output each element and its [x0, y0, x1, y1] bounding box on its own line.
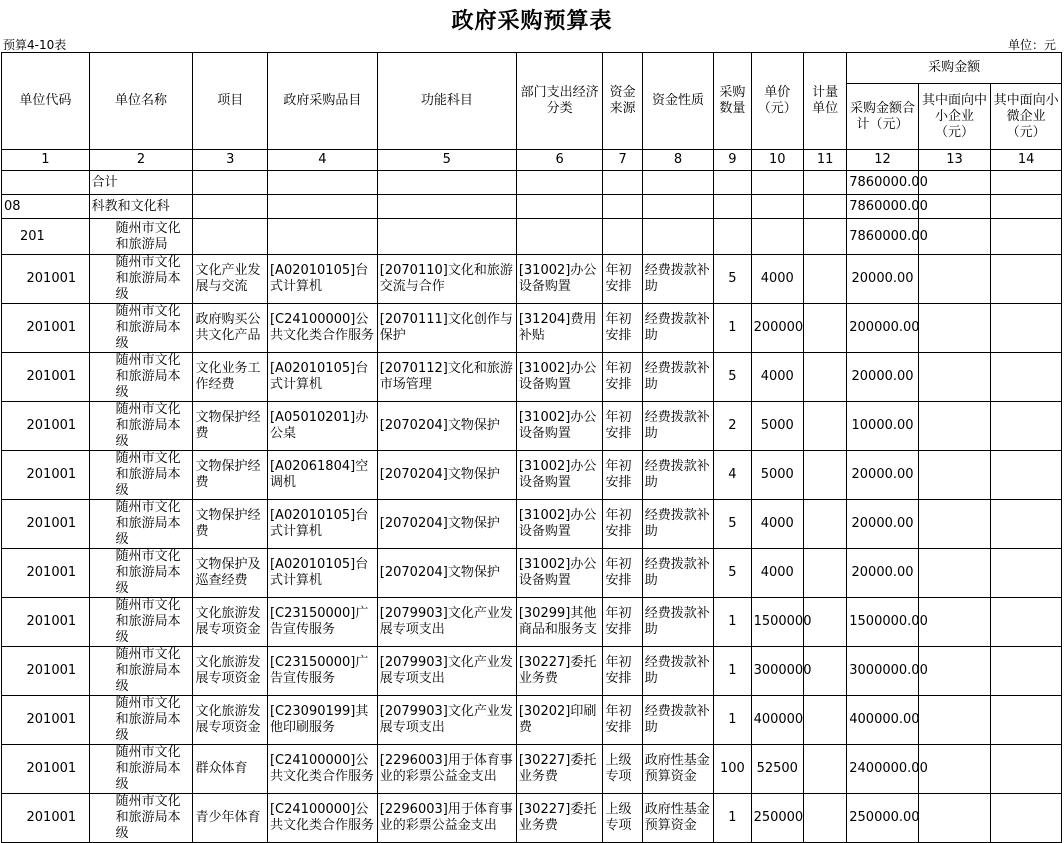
- econ-cell: [31204]费用补贴: [516, 304, 603, 353]
- sme-cell: [918, 696, 991, 745]
- col-header-micro: 其中面向小微企业（元）: [991, 84, 1062, 150]
- empty-cell: [267, 195, 377, 219]
- unit-code-cell: 201001: [2, 647, 90, 696]
- function-cell: [2070112]文化和旅游市场管理: [377, 353, 516, 402]
- micro-cell: [991, 219, 1062, 255]
- summary-row: [2, 219, 1062, 255]
- table-row: [2, 794, 1062, 843]
- sme-cell: [918, 402, 991, 451]
- item-cell: [C24100000]公共文化类合作服务: [267, 794, 377, 843]
- column-number: 14: [991, 150, 1062, 171]
- measure-unit-cell: [803, 500, 846, 549]
- table-row: [2, 696, 1062, 745]
- empty-cell: [751, 219, 803, 255]
- sme-cell: [918, 794, 991, 843]
- source-cell: 年初安排: [603, 500, 642, 549]
- econ-cell: [31002]办公设备购置: [516, 451, 603, 500]
- econ-cell: [30227]委托业务费: [516, 794, 603, 843]
- empty-cell: [516, 171, 603, 195]
- qty-cell: 1: [714, 794, 751, 843]
- price-cell: 400000: [751, 696, 803, 745]
- unit-label: 单位：元: [1007, 38, 1056, 52]
- unit-code-cell: 201001: [2, 402, 90, 451]
- nature-cell: 经费拨款补助: [642, 647, 714, 696]
- unit-code-cell: 201001: [2, 549, 90, 598]
- empty-cell: [714, 195, 751, 219]
- project-cell: 政府购买公共文化产品: [193, 304, 268, 353]
- unit-name-cell: 随州市文化和旅游局本级: [89, 402, 193, 451]
- nature-cell: 经费拨款补助: [642, 304, 714, 353]
- unit-name-cell: 随州市文化和旅游局本级: [89, 353, 193, 402]
- column-number: 4: [267, 150, 377, 171]
- nature-cell: 经费拨款补助: [642, 696, 714, 745]
- item-cell: [A02010105]台式计算机: [267, 353, 377, 402]
- col-header-function: 功能科目: [377, 53, 516, 150]
- project-cell: 文物保护经费: [193, 500, 268, 549]
- col-header-amount-group: 采购金额: [847, 53, 1062, 84]
- qty-cell: 5: [714, 500, 751, 549]
- amount-total-cell: 7860000.00: [847, 195, 919, 219]
- empty-cell: [603, 219, 642, 255]
- project-cell: 文化产业发展与交流: [193, 255, 268, 304]
- micro-cell: [991, 598, 1062, 647]
- measure-unit-cell: [803, 255, 846, 304]
- amount-total-cell: 3000000.00: [847, 647, 919, 696]
- price-cell: 4000: [751, 255, 803, 304]
- unit-code-cell: 08: [2, 195, 90, 219]
- unit-name-cell: 随州市文化和旅游局本级: [89, 549, 193, 598]
- unit-name-cell: 随州市文化和旅游局本级: [89, 255, 193, 304]
- nature-cell: 经费拨款补助: [642, 353, 714, 402]
- unit-name-cell: 科教和文化科: [89, 195, 193, 219]
- function-cell: [2070110]文化和旅游交流与合作: [377, 255, 516, 304]
- table-number: 预算4-10表: [3, 38, 67, 52]
- price-cell: 4000: [751, 549, 803, 598]
- empty-cell: [193, 171, 268, 195]
- function-cell: [2296003]用于体育事业的彩票公益金支出: [377, 794, 516, 843]
- project-cell: 群众体育: [193, 745, 268, 794]
- price-cell: 5000: [751, 402, 803, 451]
- qty-cell: 1: [714, 647, 751, 696]
- amount-total-cell: 2400000.00: [847, 745, 919, 794]
- column-number: 6: [516, 150, 603, 171]
- unit-code-cell: 201001: [2, 696, 90, 745]
- sme-cell: [918, 219, 991, 255]
- item-cell: [A05010201]办公桌: [267, 402, 377, 451]
- function-cell: [2079903]文化产业发展专项支出: [377, 598, 516, 647]
- measure-unit-cell: [803, 549, 846, 598]
- page-title: 政府采购预算表: [451, 9, 613, 34]
- amount-total-cell: 20000.00: [847, 549, 919, 598]
- empty-cell: [803, 195, 846, 219]
- source-cell: 上级专项: [603, 745, 642, 794]
- sme-cell: [918, 549, 991, 598]
- unit-code-cell: 201001: [2, 353, 90, 402]
- project-cell: 文化业务工作经费: [193, 353, 268, 402]
- source-cell: 年初安排: [603, 255, 642, 304]
- sme-cell: [918, 255, 991, 304]
- econ-cell: [31002]办公设备购置: [516, 549, 603, 598]
- empty-cell: [751, 171, 803, 195]
- econ-cell: [31002]办公设备购置: [516, 255, 603, 304]
- item-cell: [C23150000]广告宣传服务: [267, 598, 377, 647]
- column-number: 2: [89, 150, 193, 171]
- qty-cell: 5: [714, 255, 751, 304]
- summary-row: [2, 171, 1062, 195]
- source-cell: 年初安排: [603, 647, 642, 696]
- project-cell: 文物保护经费: [193, 402, 268, 451]
- empty-cell: [377, 195, 516, 219]
- unit-name-cell: 随州市文化和旅游局本级: [89, 451, 193, 500]
- table-row: [2, 255, 1062, 304]
- budget-table: [1, 52, 1062, 843]
- measure-unit-cell: [803, 402, 846, 451]
- source-cell: 年初安排: [603, 353, 642, 402]
- amount-total-cell: 20000.00: [847, 451, 919, 500]
- amount-total-cell: 7860000.00: [847, 171, 919, 195]
- econ-cell: [31002]办公设备购置: [516, 353, 603, 402]
- micro-cell: [991, 402, 1062, 451]
- table-row: [2, 304, 1062, 353]
- col-header-amount-total: 采购金额合计（元）: [847, 84, 919, 150]
- col-header-econ: 部门支出经济分类: [516, 53, 603, 150]
- nature-cell: 经费拨款补助: [642, 402, 714, 451]
- micro-cell: [991, 745, 1062, 794]
- unit-code-cell: 201001: [2, 255, 90, 304]
- nature-cell: 经费拨款补助: [642, 500, 714, 549]
- unit-code-cell: 201001: [2, 451, 90, 500]
- column-number: 5: [377, 150, 516, 171]
- column-number-row: [2, 150, 1062, 171]
- empty-cell: [193, 219, 268, 255]
- item-cell: [A02010105]台式计算机: [267, 549, 377, 598]
- table-row: [2, 402, 1062, 451]
- econ-cell: [31002]办公设备购置: [516, 500, 603, 549]
- project-cell: 文化旅游发展专项资金: [193, 598, 268, 647]
- nature-cell: 政府性基金预算资金: [642, 745, 714, 794]
- unit-name-cell: 随州市文化和旅游局本级: [89, 794, 193, 843]
- micro-cell: [991, 647, 1062, 696]
- unit-code-cell: 201: [2, 219, 90, 255]
- item-cell: [C24100000]公共文化类合作服务: [267, 304, 377, 353]
- project-cell: 文物保护及巡查经费: [193, 549, 268, 598]
- column-number: 3: [193, 150, 268, 171]
- item-cell: [C24100000]公共文化类合作服务: [267, 745, 377, 794]
- micro-cell: [991, 171, 1062, 195]
- price-cell: 3000000: [751, 647, 803, 696]
- column-number: 1: [2, 150, 90, 171]
- econ-cell: [31002]办公设备购置: [516, 402, 603, 451]
- qty-cell: 100: [714, 745, 751, 794]
- unit-code-cell: [2, 171, 90, 195]
- empty-cell: [603, 171, 642, 195]
- column-number: 10: [751, 150, 803, 171]
- amount-total-cell: 200000.00: [847, 304, 919, 353]
- measure-unit-cell: [803, 745, 846, 794]
- item-cell: [A02061804]空调机: [267, 451, 377, 500]
- col-header-sme: 其中面向中小企业（元）: [918, 84, 991, 150]
- empty-cell: [642, 171, 714, 195]
- micro-cell: [991, 549, 1062, 598]
- empty-cell: [751, 195, 803, 219]
- col-header-price: 单价（元）: [751, 53, 803, 150]
- sme-cell: [918, 500, 991, 549]
- qty-cell: 1: [714, 304, 751, 353]
- price-cell: 4000: [751, 353, 803, 402]
- project-cell: 文化旅游发展专项资金: [193, 647, 268, 696]
- price-cell: 200000: [751, 304, 803, 353]
- unit-name-cell: 合计: [89, 171, 193, 195]
- table-row: [2, 353, 1062, 402]
- col-header-unit-name: 单位名称: [89, 53, 193, 150]
- source-cell: 年初安排: [603, 402, 642, 451]
- measure-unit-cell: [803, 451, 846, 500]
- empty-cell: [603, 195, 642, 219]
- price-cell: 250000: [751, 794, 803, 843]
- sme-cell: [918, 353, 991, 402]
- table-row: [2, 451, 1062, 500]
- source-cell: 上级专项: [603, 794, 642, 843]
- sme-cell: [918, 451, 991, 500]
- empty-cell: [267, 171, 377, 195]
- nature-cell: 经费拨款补助: [642, 255, 714, 304]
- function-cell: [2079903]文化产业发展专项支出: [377, 647, 516, 696]
- amount-total-cell: 7860000.00: [847, 219, 919, 255]
- table-row: [2, 549, 1062, 598]
- econ-cell: [30202]印刷费: [516, 696, 603, 745]
- micro-cell: [991, 195, 1062, 219]
- table-row: [2, 598, 1062, 647]
- col-header-measure: 计量单位: [803, 53, 846, 150]
- sme-cell: [918, 647, 991, 696]
- nature-cell: 经费拨款补助: [642, 598, 714, 647]
- function-cell: [2070204]文物保护: [377, 549, 516, 598]
- amount-total-cell: 400000.00: [847, 696, 919, 745]
- column-number: 12: [847, 150, 919, 171]
- function-cell: [2079903]文化产业发展专项支出: [377, 696, 516, 745]
- project-cell: 青少年体育: [193, 794, 268, 843]
- sme-cell: [918, 195, 991, 219]
- empty-cell: [714, 219, 751, 255]
- empty-cell: [642, 219, 714, 255]
- empty-cell: [803, 219, 846, 255]
- unit-name-cell: 随州市文化和旅游局本级: [89, 647, 193, 696]
- measure-unit-cell: [803, 696, 846, 745]
- micro-cell: [991, 696, 1062, 745]
- unit-code-cell: 201001: [2, 304, 90, 353]
- column-number: 13: [918, 150, 991, 171]
- unit-code-cell: 201001: [2, 794, 90, 843]
- empty-cell: [377, 171, 516, 195]
- summary-row: [2, 195, 1062, 219]
- unit-name-cell: 随州市文化和旅游局本级: [89, 696, 193, 745]
- source-cell: 年初安排: [603, 304, 642, 353]
- unit-name-cell: 随州市文化和旅游局: [89, 219, 193, 255]
- micro-cell: [991, 353, 1062, 402]
- function-cell: [2070204]文物保护: [377, 402, 516, 451]
- empty-cell: [193, 195, 268, 219]
- price-cell: 1500000: [751, 598, 803, 647]
- micro-cell: [991, 500, 1062, 549]
- table-row: [2, 745, 1062, 794]
- column-number: 8: [642, 150, 714, 171]
- empty-cell: [377, 219, 516, 255]
- item-cell: [A02010105]台式计算机: [267, 255, 377, 304]
- nature-cell: 经费拨款补助: [642, 549, 714, 598]
- empty-cell: [642, 195, 714, 219]
- micro-cell: [991, 304, 1062, 353]
- column-number: 11: [803, 150, 846, 171]
- unit-name-cell: 随州市文化和旅游局本级: [89, 304, 193, 353]
- empty-cell: [803, 171, 846, 195]
- micro-cell: [991, 255, 1062, 304]
- empty-cell: [516, 195, 603, 219]
- sme-cell: [918, 598, 991, 647]
- price-cell: 52500: [751, 745, 803, 794]
- empty-cell: [714, 171, 751, 195]
- column-number: 7: [603, 150, 642, 171]
- amount-total-cell: 1500000.00: [847, 598, 919, 647]
- item-cell: [A02010105]台式计算机: [267, 500, 377, 549]
- project-cell: 文物保护经费: [193, 451, 268, 500]
- price-cell: 5000: [751, 451, 803, 500]
- unit-code-cell: 201001: [2, 500, 90, 549]
- empty-cell: [267, 219, 377, 255]
- amount-total-cell: 20000.00: [847, 353, 919, 402]
- function-cell: [2070204]文物保护: [377, 451, 516, 500]
- table-row: [2, 500, 1062, 549]
- nature-cell: 经费拨款补助: [642, 451, 714, 500]
- sme-cell: [918, 171, 991, 195]
- function-cell: [2070111]文化创作与保护: [377, 304, 516, 353]
- qty-cell: 5: [714, 353, 751, 402]
- unit-name-cell: 随州市文化和旅游局本级: [89, 500, 193, 549]
- unit-name-cell: 随州市文化和旅游局本级: [89, 598, 193, 647]
- function-cell: [2070204]文物保护: [377, 500, 516, 549]
- measure-unit-cell: [803, 304, 846, 353]
- amount-total-cell: 20000.00: [847, 255, 919, 304]
- col-header-nature: 资金性质: [642, 53, 714, 150]
- function-cell: [2296003]用于体育事业的彩票公益金支出: [377, 745, 516, 794]
- source-cell: 年初安排: [603, 549, 642, 598]
- unit-name-cell: 随州市文化和旅游局本级: [89, 745, 193, 794]
- micro-cell: [991, 794, 1062, 843]
- sme-cell: [918, 304, 991, 353]
- project-cell: 文化旅游发展专项资金: [193, 696, 268, 745]
- qty-cell: 1: [714, 696, 751, 745]
- qty-cell: 4: [714, 451, 751, 500]
- source-cell: 年初安排: [603, 696, 642, 745]
- qty-cell: 1: [714, 598, 751, 647]
- sme-cell: [918, 745, 991, 794]
- col-header-unit-code: 单位代码: [2, 53, 90, 150]
- qty-cell: 5: [714, 549, 751, 598]
- source-cell: 年初安排: [603, 451, 642, 500]
- table-row: [2, 647, 1062, 696]
- measure-unit-cell: [803, 794, 846, 843]
- empty-cell: [516, 219, 603, 255]
- price-cell: 4000: [751, 500, 803, 549]
- column-number: 9: [714, 150, 751, 171]
- col-header-source: 资金来源: [603, 53, 642, 150]
- nature-cell: 政府性基金预算资金: [642, 794, 714, 843]
- measure-unit-cell: [803, 353, 846, 402]
- source-cell: 年初安排: [603, 598, 642, 647]
- amount-total-cell: 20000.00: [847, 500, 919, 549]
- item-cell: [C23090199]其他印刷服务: [267, 696, 377, 745]
- amount-total-cell: 10000.00: [847, 402, 919, 451]
- col-header-project: 项目: [193, 53, 268, 150]
- header-row-1: [2, 53, 1062, 84]
- unit-code-cell: 201001: [2, 598, 90, 647]
- amount-total-cell: 250000.00: [847, 794, 919, 843]
- econ-cell: [30299]其他商品和服务支: [516, 598, 603, 647]
- micro-cell: [991, 451, 1062, 500]
- unit-code-cell: 201001: [2, 745, 90, 794]
- qty-cell: 2: [714, 402, 751, 451]
- col-header-item: 政府采购品目: [267, 53, 377, 150]
- col-header-qty: 采购数量: [714, 53, 751, 150]
- econ-cell: [30227]委托业务费: [516, 745, 603, 794]
- item-cell: [C23150000]广告宣传服务: [267, 647, 377, 696]
- econ-cell: [30227]委托业务费: [516, 647, 603, 696]
